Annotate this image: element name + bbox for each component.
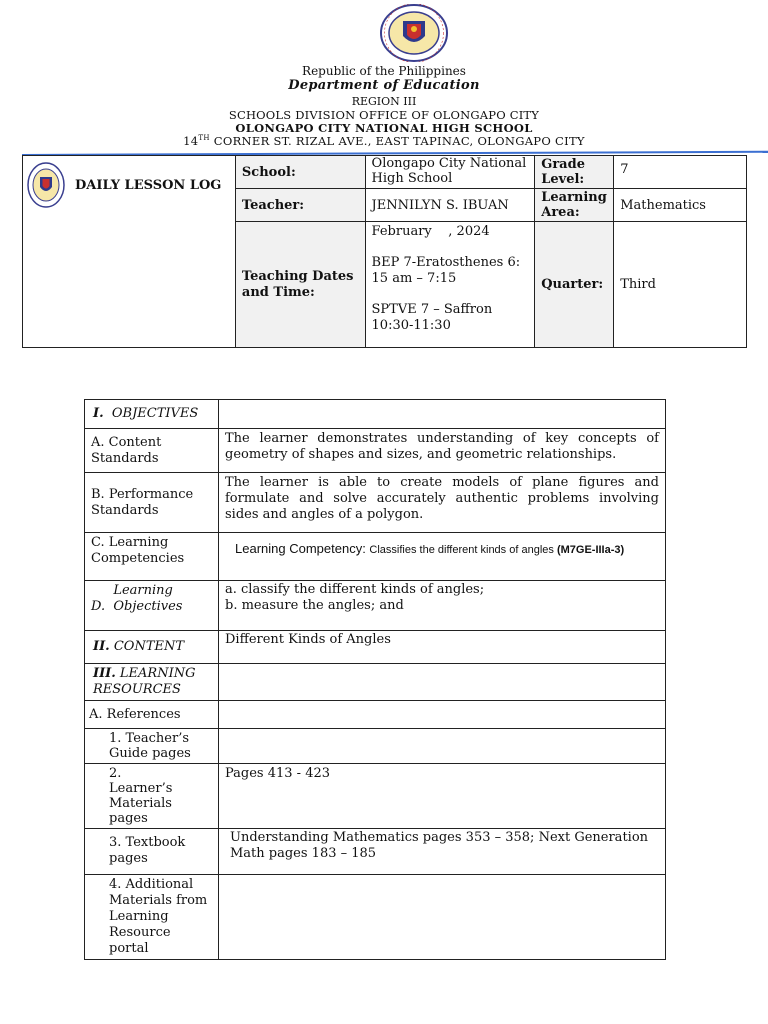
dates-label: Teaching Dates and Time: — [235, 222, 365, 348]
content-value: Different Kinds of Angles — [219, 631, 666, 664]
teacher-label: Teacher: — [235, 189, 365, 222]
learners-materials-label: 2. Learner’s Materials pages — [85, 764, 219, 829]
header-division: SCHOOLS DIVISION OFFICE OF OLONGAPO CITY — [228, 108, 540, 122]
learning-competencies-value: Learning Competency: Classifies the different kinds of angles (M7GE-IIIa-3) — [219, 533, 666, 581]
dates-value — [365, 222, 535, 348]
teachers-guide-value — [219, 729, 666, 764]
area-label: Learning Area: — [535, 189, 614, 222]
objectives-value — [219, 400, 666, 429]
title-cell — [23, 156, 236, 348]
school-value: Olongapo City National High School — [365, 156, 535, 189]
lesson-info-table — [22, 155, 747, 348]
objective-a: a. classify the different kinds of angles; — [225, 582, 485, 597]
learning-resources-value — [219, 664, 666, 701]
learning-resources-heading: III. LEARNING RESOURCES — [85, 664, 219, 701]
content-heading: II. CONTENT — [85, 631, 219, 664]
header-region: REGION III — [351, 95, 417, 108]
additional-materials-label: 4. Additional Materials from Learning Resource portal — [85, 875, 219, 960]
deped-seal-logo — [379, 4, 449, 62]
additional-materials-value — [219, 875, 666, 960]
dates-line-3: SPTVE 7 – Saffron 10:30-11:30 — [371, 302, 493, 333]
teachers-guide-label: 1. Teacher’s Guide pages — [85, 729, 219, 764]
content-standards-label: A. Content Standards — [85, 429, 219, 473]
school-label: School: — [235, 156, 365, 189]
header-department: Department of Education — [288, 78, 480, 93]
lesson-plan-table — [84, 399, 666, 960]
textbook-value: Understanding Mathematics pages 353 – 358; Next Generation Math pages 183 – 185 — [219, 829, 666, 875]
daily-lesson-log-title: DAILY LESSON LOG — [75, 177, 222, 193]
learning-objectives-label: D. Learning Objectives — [85, 581, 219, 631]
grade-value: 7 — [614, 156, 747, 189]
references-value — [219, 701, 666, 729]
references-label: A. References — [85, 701, 219, 729]
learning-competencies-label: C. Learning Competencies — [85, 533, 219, 581]
performance-standards-value: The learner is able to create models of plane figures and formulate and solve accurately authentic problems involving sides and angles of a polygon. — [219, 473, 666, 533]
header-address: 14TH CORNER ST. RIZAL AVE., EAST TAPINAC, OLONGAPO CITY — [183, 134, 585, 148]
content-standards-value: The learner demonstrates understanding of key concepts of geometry of shapes and sizes, and geometric relationships. — [219, 429, 666, 473]
grade-label: Grade Level: — [535, 156, 614, 189]
dates-line-2: BEP 7-Eratosthenes 6: 15 am – 7:15 — [371, 255, 521, 286]
textbook-label: 3. Textbook pages — [85, 829, 219, 875]
objectives-heading: I. OBJECTIVES — [85, 400, 219, 429]
performance-standards-label: B. Performance Standards — [85, 473, 219, 533]
learners-materials-value: Pages 413 - 423 — [219, 764, 666, 829]
quarter-label: Quarter: — [535, 222, 614, 348]
area-value: Mathematics — [614, 189, 747, 222]
teacher-value: JENNILYN S. IBUAN — [365, 189, 535, 222]
learning-objectives-value — [219, 581, 666, 631]
dates-line-1: February , 2024 — [371, 224, 490, 239]
objective-b: b. measure the angles; and — [225, 598, 404, 613]
header-school: OLONGAPO CITY NATIONAL HIGH SCHOOL — [235, 121, 533, 135]
quarter-value: Third — [614, 222, 747, 348]
deped-seal-small-logo — [27, 162, 65, 208]
header-republic: Republic of the Philippines — [302, 64, 466, 78]
